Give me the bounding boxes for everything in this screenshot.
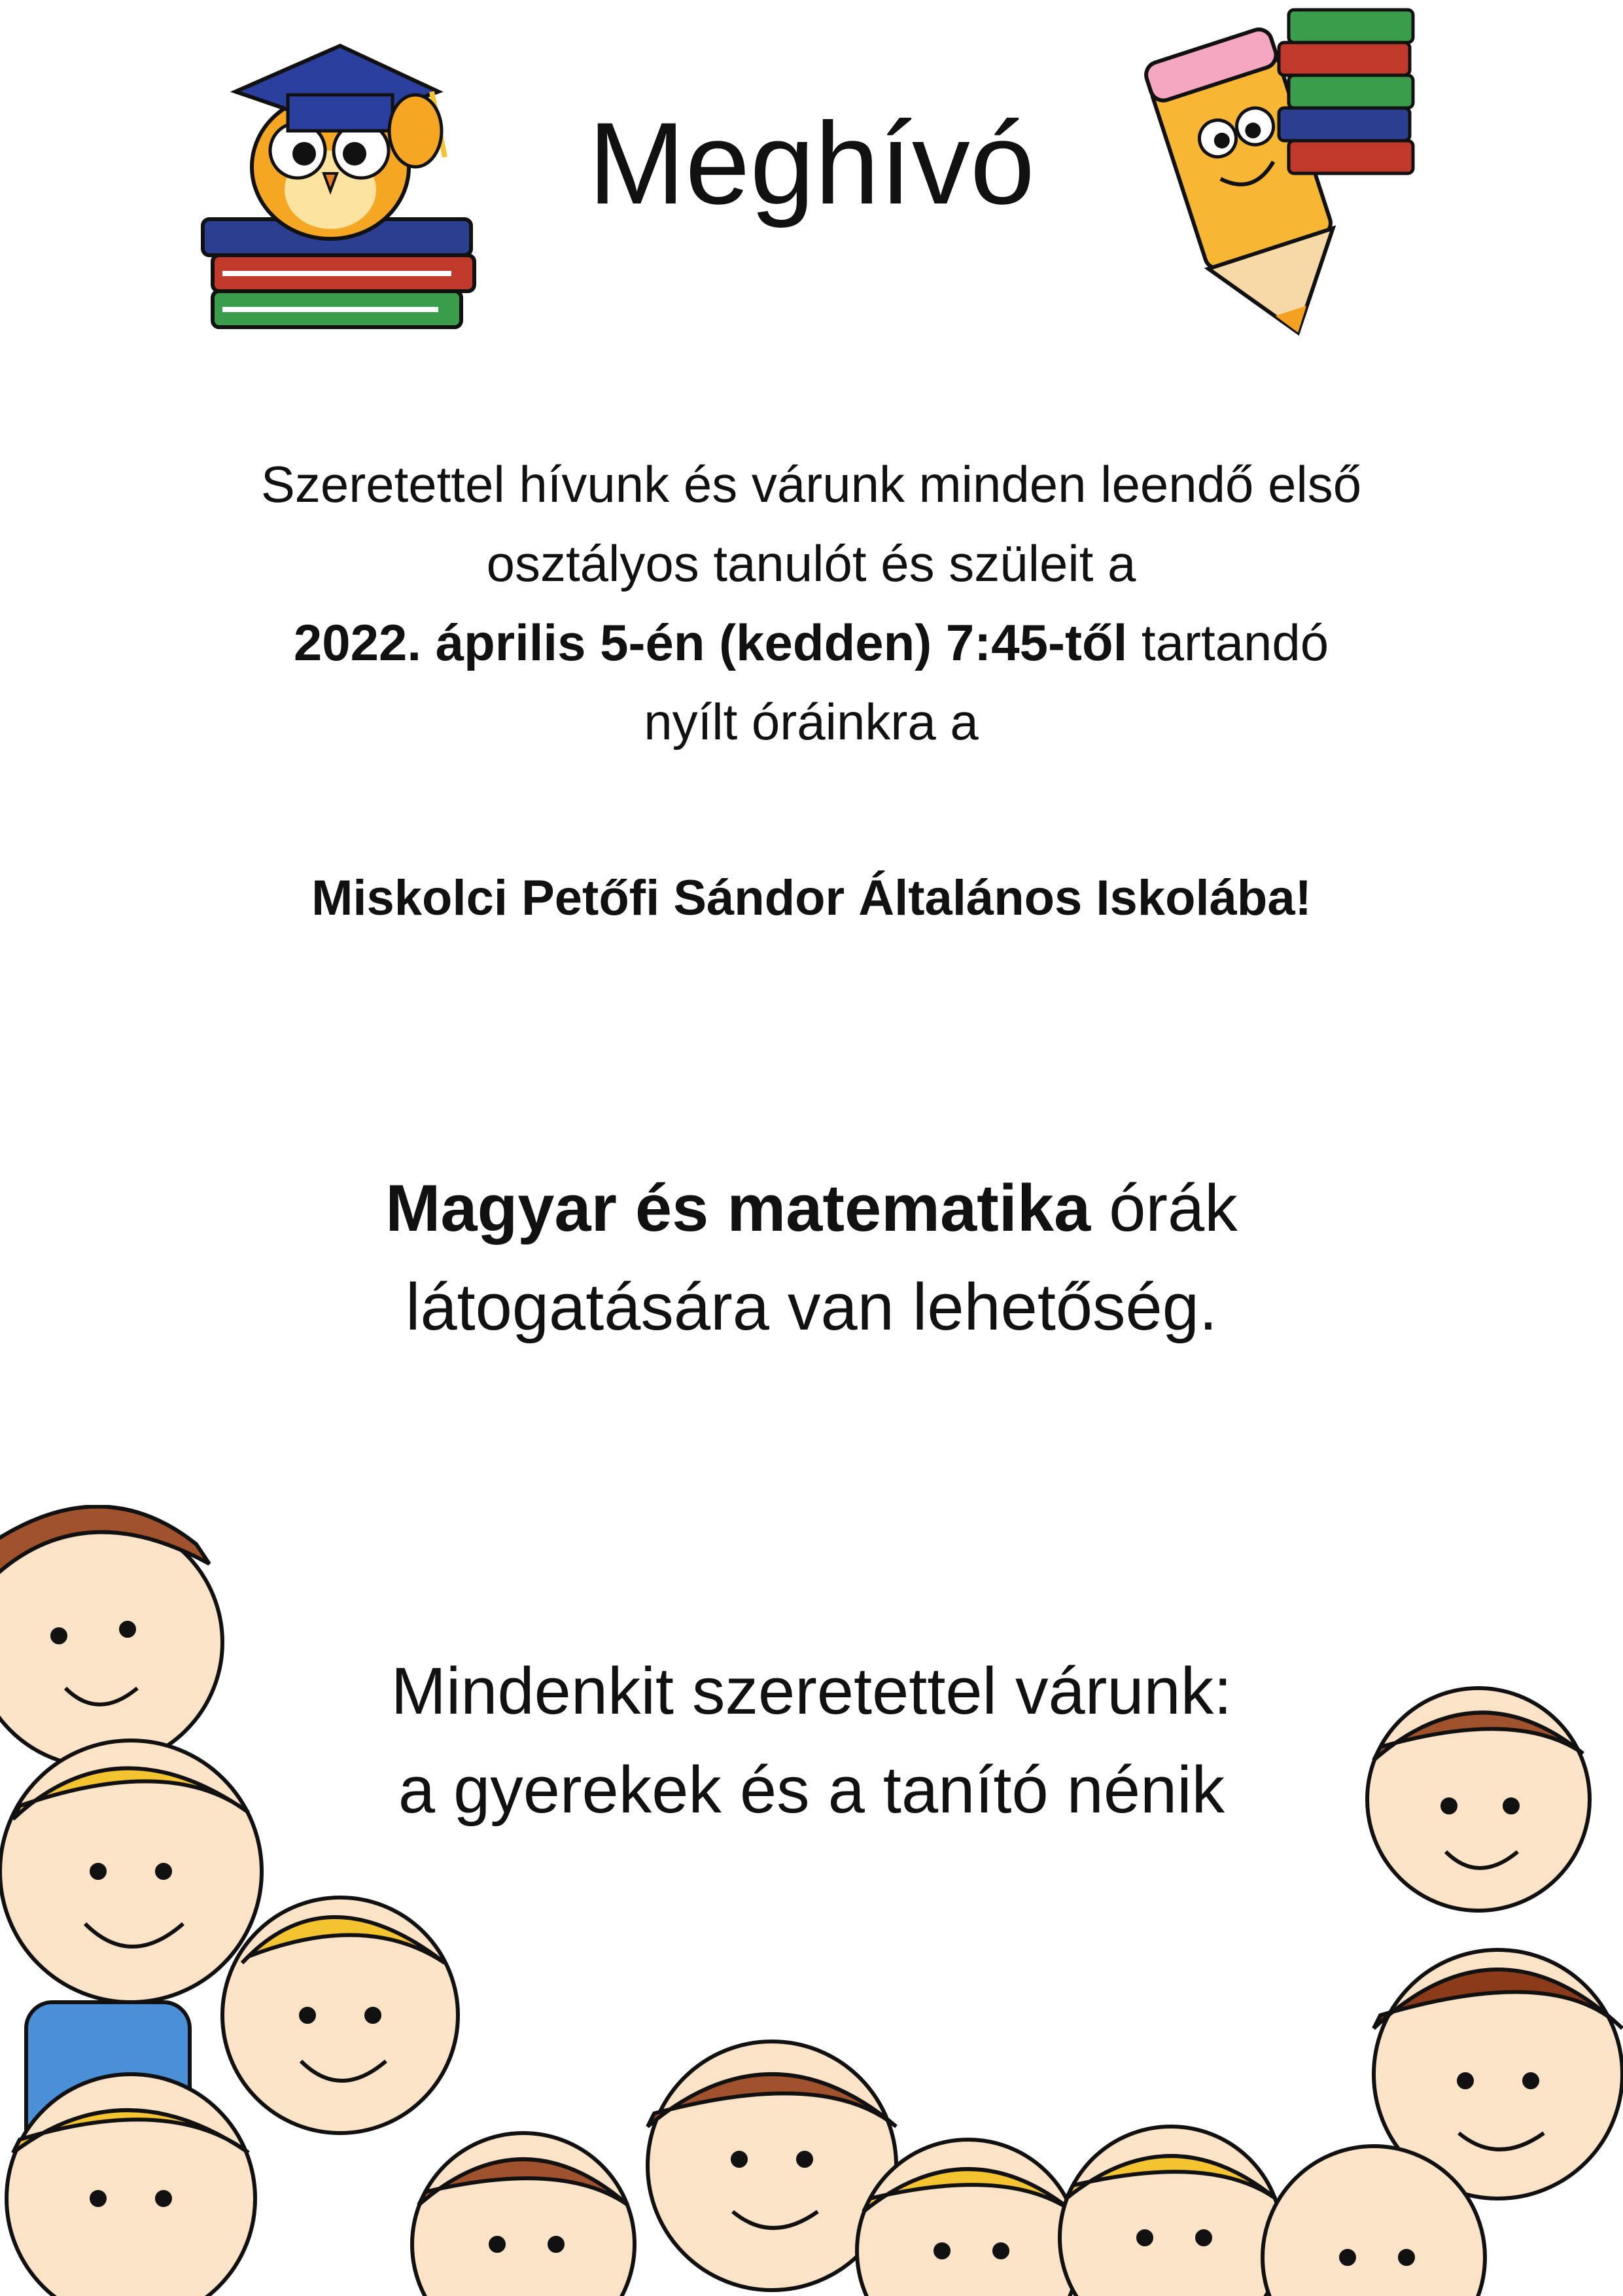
lessons-subjects: Magyar és matematika	[385, 1172, 1091, 1245]
intro-line-3-rest: tartandó	[1127, 614, 1329, 671]
school-name: Miskolci Petőfi Sándor Általános Iskolába!	[311, 870, 1312, 926]
page-title: Meghívó	[588, 98, 1035, 228]
intro-line-4: nyílt óráinkra a	[644, 693, 979, 751]
closing-line-2: a gyerekek és a tanító nénik	[398, 1754, 1225, 1827]
event-date: 2022. április 5-én (kedden) 7:45-től	[293, 614, 1128, 671]
intro-text	[170, 445, 1452, 762]
lessons-text	[0, 1159, 1623, 1357]
intro-line-2: osztályos tanulót és szüleit a	[486, 535, 1136, 592]
lessons-line-2: látogatására van lehetőség.	[406, 1271, 1217, 1344]
closing-line-1: Mindenkit szeretettel várunk:	[391, 1655, 1232, 1728]
intro-line-3	[170, 603, 1452, 682]
lessons-line-1	[0, 1159, 1623, 1258]
lessons-line-1-rest: órák	[1091, 1172, 1238, 1245]
intro-line-1: Szeretettel hívunk és várunk minden leendő első	[260, 455, 1362, 513]
children-illustration	[0, 1505, 1623, 2296]
